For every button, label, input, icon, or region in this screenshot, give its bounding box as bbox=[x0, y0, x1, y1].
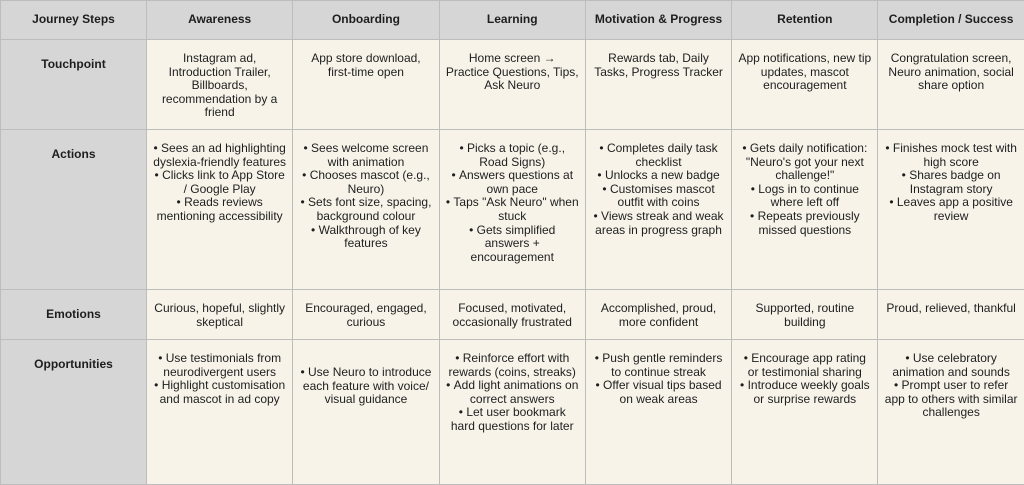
bullet-item: • Encourage app rating or testimonial sharing bbox=[738, 352, 871, 379]
header-learning: Learning bbox=[439, 1, 585, 40]
row-emotions bbox=[1, 290, 1024, 340]
opportunities-cell-completion bbox=[878, 340, 1024, 485]
opportunities-cell-retention bbox=[732, 340, 878, 485]
row-actions bbox=[1, 130, 1024, 290]
row-touchpoint bbox=[1, 40, 1024, 130]
touchpoint-cell-motivation: Rewards tab, Daily Tasks, Progress Tracker bbox=[585, 40, 731, 130]
bullet-item: • Sees an ad highlighting dyslexia-friendly features bbox=[153, 142, 286, 169]
actions-cell-completion bbox=[878, 130, 1024, 290]
opportunities-cell-onboarding bbox=[293, 340, 439, 485]
emotions-cell-completion: Proud, relieved, thankful bbox=[878, 290, 1024, 340]
emotions-cell-retention: Supported, routine building bbox=[732, 290, 878, 340]
header-journey-steps: Journey Steps bbox=[1, 1, 147, 40]
bullet-item: • Repeats previously missed questions bbox=[738, 210, 871, 237]
bullet-item: • Reinforce effort with rewards (coins, streaks) bbox=[446, 352, 579, 379]
touchpoint-cell-learning: Home screen → Practice Questions, Tips, Ask Neuro bbox=[439, 40, 585, 130]
actions-cell-retention bbox=[732, 130, 878, 290]
bullet-item: • Sees welcome screen with animation bbox=[299, 142, 432, 169]
actions-cell-onboarding bbox=[293, 130, 439, 290]
bullet-item: • Gets simplified answers + encouragement bbox=[446, 224, 579, 265]
header-row bbox=[1, 1, 1024, 40]
bullet-item: • Shares badge on Instagram story bbox=[884, 169, 1017, 196]
bullet-item: • Views streak and weak areas in progress graph bbox=[592, 210, 725, 237]
row-label-opportunities: Opportunities bbox=[1, 340, 147, 485]
bullet-item: • Picks a topic (e.g., Road Signs) bbox=[446, 142, 579, 169]
bullet-item: • Leaves app a positive review bbox=[884, 196, 1017, 223]
header-awareness: Awareness bbox=[147, 1, 293, 40]
bullet-item: • Finishes mock test with high score bbox=[884, 142, 1017, 169]
bullet-item: • Clicks link to App Store / Google Play bbox=[153, 169, 286, 196]
actions-cell-motivation bbox=[585, 130, 731, 290]
bullet-item: • Prompt user to refer app to others with similar challenges bbox=[884, 379, 1017, 420]
bullet-item: • Chooses mascot (e.g., Neuro) bbox=[299, 169, 432, 196]
bullet-item: • Add light animations on correct answers bbox=[446, 379, 579, 406]
bullet-item: • Use Neuro to introduce each feature with voice/ visual guidance bbox=[299, 366, 432, 407]
bullet-item: • Gets daily notification: "Neuro's got your next challenge!" bbox=[738, 142, 871, 183]
bullet-item: • Use testimonials from neurodivergent users bbox=[153, 352, 286, 379]
bullet-item: • Highlight customisation and mascot in ad copy bbox=[153, 379, 286, 406]
bullet-item: • Reads reviews mentioning accessibility bbox=[153, 196, 286, 223]
bullet-item: • Sets font size, spacing, background colour bbox=[299, 196, 432, 223]
header-onboarding: Onboarding bbox=[293, 1, 439, 40]
header-retention: Retention bbox=[732, 1, 878, 40]
bullet-item: • Answers questions at own pace bbox=[446, 169, 579, 196]
actions-cell-learning bbox=[439, 130, 585, 290]
emotions-cell-learning: Focused, motivated, occasionally frustrated bbox=[439, 290, 585, 340]
header-motivation-progress: Motivation & Progress bbox=[585, 1, 731, 40]
bullet-item: • Let user bookmark hard questions for later bbox=[446, 406, 579, 433]
bullet-item: • Completes daily task checklist bbox=[592, 142, 725, 169]
emotions-cell-motivation: Accomplished, proud, more confident bbox=[585, 290, 731, 340]
opportunities-cell-learning bbox=[439, 340, 585, 485]
bullet-item: • Push gentle reminders to continue streak bbox=[592, 352, 725, 379]
header-completion-success: Completion / Success bbox=[878, 1, 1024, 40]
row-label-touchpoint: Touchpoint bbox=[1, 40, 147, 130]
bullet-item: • Customises mascot outfit with coins bbox=[592, 183, 725, 210]
bullet-item: • Unlocks a new badge bbox=[592, 169, 725, 183]
opportunities-cell-motivation bbox=[585, 340, 731, 485]
touchpoint-cell-onboarding: App store download, first-time open bbox=[293, 40, 439, 130]
touchpoint-cell-completion: Congratulation screen, Neuro animation, social share option bbox=[878, 40, 1024, 130]
row-label-emotions: Emotions bbox=[1, 290, 147, 340]
bullet-item: • Offer visual tips based on weak areas bbox=[592, 379, 725, 406]
bullet-item: • Taps "Ask Neuro" when stuck bbox=[446, 196, 579, 223]
emotions-cell-onboarding: Encouraged, engaged, curious bbox=[293, 290, 439, 340]
row-label-actions: Actions bbox=[1, 130, 147, 290]
opportunities-cell-awareness bbox=[147, 340, 293, 485]
bullet-item: • Logs in to continue where left off bbox=[738, 183, 871, 210]
bullet-item: • Walkthrough of key features bbox=[299, 224, 432, 251]
emotions-cell-awareness: Curious, hopeful, slightly skeptical bbox=[147, 290, 293, 340]
touchpoint-cell-retention: App notifications, new tip updates, mascot encouragement bbox=[732, 40, 878, 130]
actions-cell-awareness bbox=[147, 130, 293, 290]
bullet-item: • Use celebratory animation and sounds bbox=[884, 352, 1017, 379]
touchpoint-cell-awareness: Instagram ad, Introduction Trailer, Billboards, recommendation by a friend bbox=[147, 40, 293, 130]
row-opportunities bbox=[1, 340, 1024, 485]
bullet-item: • Introduce weekly goals or surprise rewards bbox=[738, 379, 871, 406]
